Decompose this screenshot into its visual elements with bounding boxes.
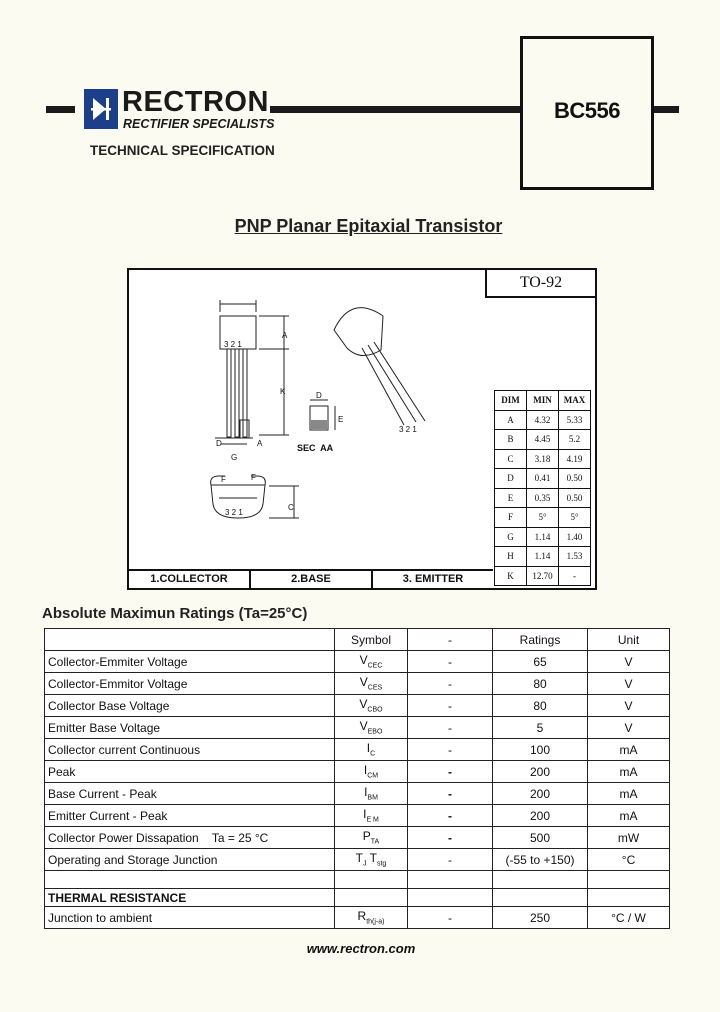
pin-collector: 1.COLLECTOR <box>129 571 251 588</box>
dimension-row <box>495 449 591 469</box>
dimension-row <box>495 527 591 547</box>
spacer-row <box>45 871 670 889</box>
value: 100 <box>493 739 588 761</box>
dimension-row <box>495 488 591 508</box>
table-row <box>45 673 670 695</box>
rectron-logo-icon <box>84 89 118 129</box>
table-row <box>45 717 670 739</box>
dim-max: 1.40 <box>559 527 591 547</box>
dimension-header-row <box>495 391 591 411</box>
table-row <box>45 761 670 783</box>
param: Emitter Base Voltage <box>45 717 335 739</box>
dash-header: - <box>408 629 493 651</box>
dim-max: 0.50 <box>559 488 591 508</box>
thermal-heading-row <box>45 889 670 907</box>
dim-min: 12.70 <box>527 566 559 586</box>
svg-text:D: D <box>316 391 322 400</box>
pin-base: 2.BASE <box>251 571 373 588</box>
svg-text:F: F <box>221 475 226 484</box>
dim-label: A <box>495 410 527 430</box>
symbol: $I_C$ <box>335 739 408 761</box>
brand-name: RECTRON <box>122 86 269 118</box>
unit: °C / W <box>588 907 670 929</box>
header-rule-middle <box>270 106 520 113</box>
unit: V <box>588 717 670 739</box>
svg-text:F: F <box>251 473 256 482</box>
param: Operating and Storage Junction <box>45 849 335 871</box>
unit: mA <box>588 739 670 761</box>
section-label: SEC AA <box>297 443 334 453</box>
dim-min: 4.32 <box>527 410 559 430</box>
symbol: $V_{EBO}$ <box>335 717 408 739</box>
document-type: TECHNICAL SPECIFICATION <box>90 143 275 158</box>
param: Collector-Emmitor Voltage <box>45 673 335 695</box>
dim-max: 5.2 <box>559 430 591 450</box>
min-header: MIN <box>527 391 559 411</box>
dimension-row <box>495 469 591 489</box>
dash: - <box>408 761 493 783</box>
ratings-header-row <box>45 629 670 651</box>
svg-text:D: D <box>216 439 222 448</box>
part-number-box <box>520 36 654 190</box>
dimension-row <box>495 410 591 430</box>
table-row <box>45 651 670 673</box>
table-row <box>45 805 670 827</box>
svg-text:3 2 1: 3 2 1 <box>224 340 242 349</box>
dimension-row <box>495 547 591 567</box>
dimension-row <box>495 566 591 586</box>
dim-header: DIM <box>495 391 527 411</box>
param: Collector Base Voltage <box>45 695 335 717</box>
table-row <box>45 827 670 849</box>
svg-text:C: C <box>288 503 294 512</box>
param: Base Current - Peak <box>45 783 335 805</box>
value: 5 <box>493 717 588 739</box>
dash: - <box>408 805 493 827</box>
dash: - <box>408 717 493 739</box>
thermal-heading: THERMAL RESISTANCE <box>45 889 335 907</box>
value: 250 <box>493 907 588 929</box>
dim-min: 3.18 <box>527 449 559 469</box>
svg-text:3 2 1: 3 2 1 <box>225 508 243 517</box>
dim-min: 4.45 <box>527 430 559 450</box>
dim-max: 0.50 <box>559 469 591 489</box>
pin-emitter: 3. EMITTER <box>402 573 464 585</box>
unit: mW <box>588 827 670 849</box>
dash: - <box>408 651 493 673</box>
value: 200 <box>493 761 588 783</box>
part-number: BC556 <box>554 98 620 123</box>
ratings-heading: Absolute Maximun Ratings (Ta=25°C) <box>42 605 308 622</box>
ratings-table <box>44 628 670 929</box>
dim-max: 1.53 <box>559 547 591 567</box>
dim-label: C <box>495 449 527 469</box>
unit-header: Unit <box>588 629 670 651</box>
value: (-55 to +150) <box>493 849 588 871</box>
dim-min: 1.14 <box>527 547 559 567</box>
symbol: $T_J$ $T_{stg}$ <box>335 849 408 871</box>
param: Collector-Emmiter Voltage <box>45 651 335 673</box>
unit: V <box>588 651 670 673</box>
dim-min: 1.14 <box>527 527 559 547</box>
dimension-row <box>495 508 591 528</box>
dim-max: 5° <box>559 508 591 528</box>
svg-text:G: G <box>231 453 238 462</box>
svg-text:A: A <box>257 439 263 448</box>
svg-text:3 2 1: 3 2 1 <box>399 425 417 434</box>
svg-text:E: E <box>338 415 344 424</box>
header-rule-left <box>46 106 75 113</box>
value: 65 <box>493 651 588 673</box>
ratings-col-header: Ratings <box>493 629 588 651</box>
dim-min: 0.35 <box>527 488 559 508</box>
table-row <box>45 695 670 717</box>
symbol: $I_{CM}$ <box>335 761 408 783</box>
param: Junction to ambient <box>45 907 335 929</box>
pin-assignment-row <box>129 569 493 588</box>
package-name: TO-92 <box>485 270 595 298</box>
dim-max: - <box>559 566 591 586</box>
value: 80 <box>493 673 588 695</box>
dim-label: K <box>495 566 527 586</box>
dash: - <box>408 695 493 717</box>
table-row <box>45 849 670 871</box>
symbol: $P_{TA}$ <box>335 827 408 849</box>
unit: V <box>588 673 670 695</box>
value: 500 <box>493 827 588 849</box>
dim-label: H <box>495 547 527 567</box>
dash: - <box>408 907 493 929</box>
dash: - <box>408 827 493 849</box>
param: Collector current Continuous <box>45 739 335 761</box>
unit: mA <box>588 761 670 783</box>
document-title: PNP Planar Epitaxial Transistor <box>234 216 503 236</box>
svg-text:K: K <box>280 387 286 396</box>
unit: mA <box>588 783 670 805</box>
value: 200 <box>493 783 588 805</box>
dash: - <box>408 739 493 761</box>
website-link[interactable]: www.rectron.com <box>306 941 416 956</box>
value: 200 <box>493 805 588 827</box>
package-drawing <box>129 270 493 568</box>
param: Emitter Current - Peak <box>45 805 335 827</box>
table-row <box>45 907 670 929</box>
symbol: $I_{E M}$ <box>335 805 408 827</box>
dash: - <box>408 783 493 805</box>
dim-max: 4.19 <box>559 449 591 469</box>
max-header: MAX <box>559 391 591 411</box>
param-header <box>45 629 335 651</box>
unit: mA <box>588 805 670 827</box>
svg-text:A: A <box>282 331 288 340</box>
dash: - <box>408 673 493 695</box>
param: Collector Power Dissapation Ta = 25 °C <box>45 827 335 849</box>
brand-tagline: RECTIFIER SPECIALISTS <box>123 117 275 131</box>
symbol: $V_{CES}$ <box>335 673 408 695</box>
dim-min: 5° <box>527 508 559 528</box>
table-row <box>45 783 670 805</box>
dim-min: 0.41 <box>527 469 559 489</box>
header-rule-right <box>652 106 679 113</box>
dash: - <box>408 849 493 871</box>
dim-label: F <box>495 508 527 528</box>
dimension-table <box>494 390 591 586</box>
value: 80 <box>493 695 588 717</box>
unit: °C <box>588 849 670 871</box>
dimension-row <box>495 430 591 450</box>
dim-max: 5.33 <box>559 410 591 430</box>
dim-label: G <box>495 527 527 547</box>
symbol: $V_{CBO}$ <box>335 695 408 717</box>
symbol: $R_{th(j-a)}$ <box>335 907 408 929</box>
package-outline-panel <box>127 268 597 590</box>
dim-label: D <box>495 469 527 489</box>
dim-label: E <box>495 488 527 508</box>
unit: V <box>588 695 670 717</box>
symbol: $V_{CEC}$ <box>335 651 408 673</box>
table-row <box>45 739 670 761</box>
symbol-header: Symbol <box>335 629 408 651</box>
symbol: $I_{BM}$ <box>335 783 408 805</box>
dim-label: B <box>495 430 527 450</box>
param: Peak <box>45 761 335 783</box>
